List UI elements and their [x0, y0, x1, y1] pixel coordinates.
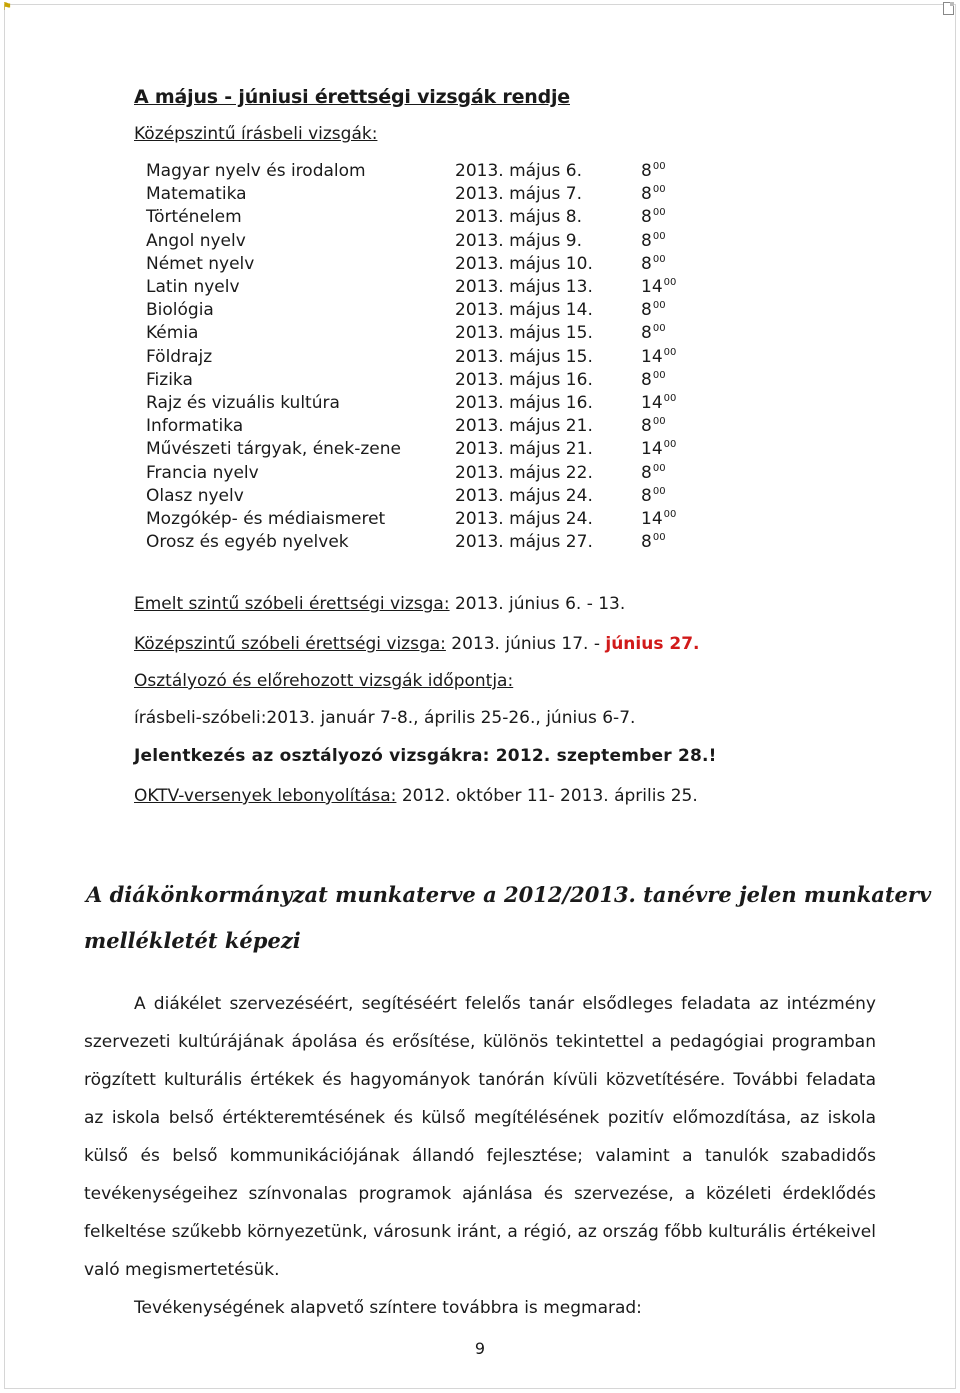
- exam-time: [641, 276, 676, 299]
- exam-time: [641, 508, 676, 531]
- exam-time: [641, 183, 676, 206]
- exam-schedule-table: [146, 160, 676, 554]
- exam-date: 2013. május 21.: [455, 439, 593, 460]
- exam-subject: Kémia: [146, 323, 199, 344]
- exam-minute: 00: [652, 230, 666, 242]
- exam-minute: 00: [652, 485, 666, 497]
- exam-time: [641, 160, 676, 183]
- emelt-oral-line: [134, 594, 625, 614]
- exam-hour: 8: [641, 300, 652, 321]
- page-corner-icon: [943, 2, 954, 15]
- exam-subject: Földrajz: [146, 346, 213, 367]
- exam-minute: 00: [652, 207, 666, 219]
- oktv-value: 2012. október 11- 2013. április 25.: [396, 786, 698, 806]
- exam-row: [146, 276, 676, 299]
- exam-row: [146, 369, 676, 392]
- exam-subject: Fizika: [146, 369, 193, 390]
- exam-minute: 00: [652, 416, 666, 428]
- exam-row: [146, 438, 676, 461]
- exam-date: 2013. május 21.: [455, 416, 593, 437]
- exam-date: 2013. május 6.: [455, 161, 583, 181]
- exam-row: [146, 253, 676, 276]
- exam-row: [146, 299, 676, 322]
- exam-hour: 14: [641, 439, 663, 460]
- exam-subject: Rajz és vizuális kultúra: [146, 393, 340, 414]
- exam-hour: 8: [641, 369, 652, 390]
- pin-icon: ⚑: [2, 0, 12, 13]
- intro-paragraph: A diákélet szervezéséért, segítéséért felelős tanár elsődleges feladata az intézmény szervezeti kultúrájának ápolása és erősítése, különös tekintettel a pedagógiai programban rögzített kulturális értékek és hagyományok tanórán kívüli közvetítésére. További feladata az iskola belső értékteremtésének és külső megítélésének pozitív előmozdítása, az iskola külső és belső kommunikációjának állandó fejlesztése; valamint a tanulók szabadidős tevékenységeihez színvonalas programok ajánlása és szervezése, a közéleti érdeklődés felkeltése szűkebb környezetünk, városunk iránt, a régió, az ország főbb kulturális értékeivel való megismertetésük.: [84, 994, 876, 1280]
- exam-date: 2013. május 24.: [455, 485, 593, 506]
- exam-subject: Olasz nyelv: [146, 485, 244, 506]
- kozep-oral-highlight: június 27.: [605, 634, 700, 654]
- exam-minute: 00: [652, 253, 666, 265]
- exam-hour: 8: [641, 230, 652, 251]
- exam-row: [146, 230, 676, 253]
- exam-subject: Francia nyelv: [146, 462, 259, 483]
- exam-row: [146, 462, 676, 485]
- exam-minute: 00: [663, 393, 677, 405]
- exam-hour: 8: [641, 253, 652, 274]
- exam-date: 2013. május 27.: [455, 532, 593, 553]
- section-title-line1: A diákönkormányzat munkaterve a 2012/2013. tanévre jelen munkaterv: [86, 882, 932, 907]
- registration-deadline: Jelentkezés az osztályozó vizsgákra: 2012. szeptember 28.!: [134, 746, 717, 766]
- exam-time: [641, 369, 676, 392]
- section-title-line2: mellékletét képezi: [84, 928, 301, 953]
- exam-hour: 8: [641, 485, 652, 506]
- exam-time: [641, 531, 676, 554]
- exam-hour: 14: [641, 346, 663, 367]
- exam-subject: Magyar nyelv és irodalom: [146, 161, 366, 181]
- exam-time: [641, 485, 676, 508]
- exam-minute: 00: [652, 184, 666, 196]
- irasbeli-szobeli-dates: írásbeli-szóbeli:2013. január 7-8., április 25-26., június 6-7.: [134, 708, 636, 728]
- second-paragraph: Tevékenységének alapvető színtere továbbra is megmarad:: [134, 1298, 642, 1318]
- exam-date: 2013. május 13.: [455, 277, 593, 298]
- exam-time: [641, 253, 676, 276]
- exam-hour: 14: [641, 277, 663, 298]
- exam-minute: 00: [663, 439, 677, 451]
- exam-subject: Latin nyelv: [146, 277, 240, 298]
- exam-minute: 00: [663, 509, 677, 521]
- exam-row: [146, 508, 676, 531]
- exam-row: [146, 415, 676, 438]
- exam-hour: 8: [641, 462, 652, 483]
- exam-date: 2013. május 8.: [455, 207, 583, 228]
- exam-subject: Matematika: [146, 184, 247, 205]
- exam-minute: 00: [663, 346, 677, 358]
- exam-hour: 8: [641, 184, 652, 205]
- exam-time: [641, 346, 676, 369]
- oktv-line: [134, 786, 698, 806]
- osztalyozo-label: Osztályozó és előrehozott vizsgák időpontja:: [134, 671, 514, 691]
- exam-hour: 14: [641, 393, 663, 414]
- exam-minute: 00: [652, 532, 666, 544]
- exam-minute: 00: [652, 462, 666, 474]
- exam-hour: 8: [641, 207, 652, 228]
- exam-hour: 14: [641, 509, 663, 530]
- exam-date: 2013. május 15.: [455, 323, 593, 344]
- exam-hour: 8: [641, 161, 652, 181]
- exam-minute: 00: [652, 369, 666, 381]
- exam-hour: 8: [641, 416, 652, 437]
- exam-date: 2013. május 15.: [455, 346, 593, 367]
- exam-time: [641, 415, 676, 438]
- exam-subject: Orosz és egyéb nyelvek: [146, 532, 349, 553]
- exam-time: [641, 206, 676, 229]
- kozep-oral-label: Középszintű szóbeli érettségi vizsga:: [134, 634, 446, 654]
- exam-date: 2013. május 24.: [455, 509, 593, 530]
- exam-minute: 00: [663, 277, 677, 289]
- exam-row: [146, 322, 676, 345]
- emelt-oral-label: Emelt szintű szóbeli érettségi vizsga:: [134, 594, 450, 614]
- page-heading: A május - júniusi érettségi vizsgák rendje: [134, 86, 570, 108]
- exam-subject: Biológia: [146, 300, 214, 321]
- exam-minute: 00: [652, 323, 666, 335]
- exam-date: 2013. május 9.: [455, 230, 583, 251]
- exam-row: [146, 160, 676, 183]
- exam-date: 2013. május 16.: [455, 369, 593, 390]
- kozep-oral-value: 2013. június 17. -: [445, 634, 606, 654]
- exam-row: [146, 183, 676, 206]
- exam-subject: Mozgókép- és médiaismeret: [146, 509, 386, 530]
- exam-subject: Angol nyelv: [146, 230, 246, 251]
- page-number: 9: [474, 1339, 486, 1358]
- exam-row: [146, 206, 676, 229]
- exam-date: 2013. május 10.: [455, 253, 593, 274]
- exam-time: [641, 462, 676, 485]
- exam-row: [146, 392, 676, 415]
- exam-subject: Informatika: [146, 416, 244, 437]
- exam-row: [146, 485, 676, 508]
- exam-row: [146, 531, 676, 554]
- exam-time: [641, 392, 676, 415]
- exam-subject: Német nyelv: [146, 253, 255, 274]
- exam-date: 2013. május 14.: [455, 300, 593, 321]
- exam-date: 2013. május 16.: [455, 393, 593, 414]
- exam-date: 2013. május 7.: [455, 184, 583, 205]
- exam-hour: 8: [641, 323, 652, 344]
- exam-row: [146, 346, 676, 369]
- exam-time: [641, 230, 676, 253]
- exam-subject: Művészeti tárgyak, ének-zene: [146, 439, 401, 460]
- exam-hour: 8: [641, 532, 652, 553]
- exam-minute: 00: [652, 161, 666, 172]
- emelt-oral-value: 2013. június 6. - 13.: [449, 594, 626, 614]
- exam-time: [641, 299, 676, 322]
- oktv-label: OKTV-versenyek lebonyolítása:: [134, 786, 397, 806]
- exam-date: 2013. május 22.: [455, 462, 593, 483]
- exam-subject: Történelem: [146, 207, 242, 228]
- kozep-oral-line: [134, 634, 700, 654]
- exam-time: [641, 322, 676, 345]
- exam-minute: 00: [652, 300, 666, 312]
- exam-time: [641, 438, 676, 461]
- written-exams-subheading: Középszintű írásbeli vizsgák:: [134, 124, 378, 144]
